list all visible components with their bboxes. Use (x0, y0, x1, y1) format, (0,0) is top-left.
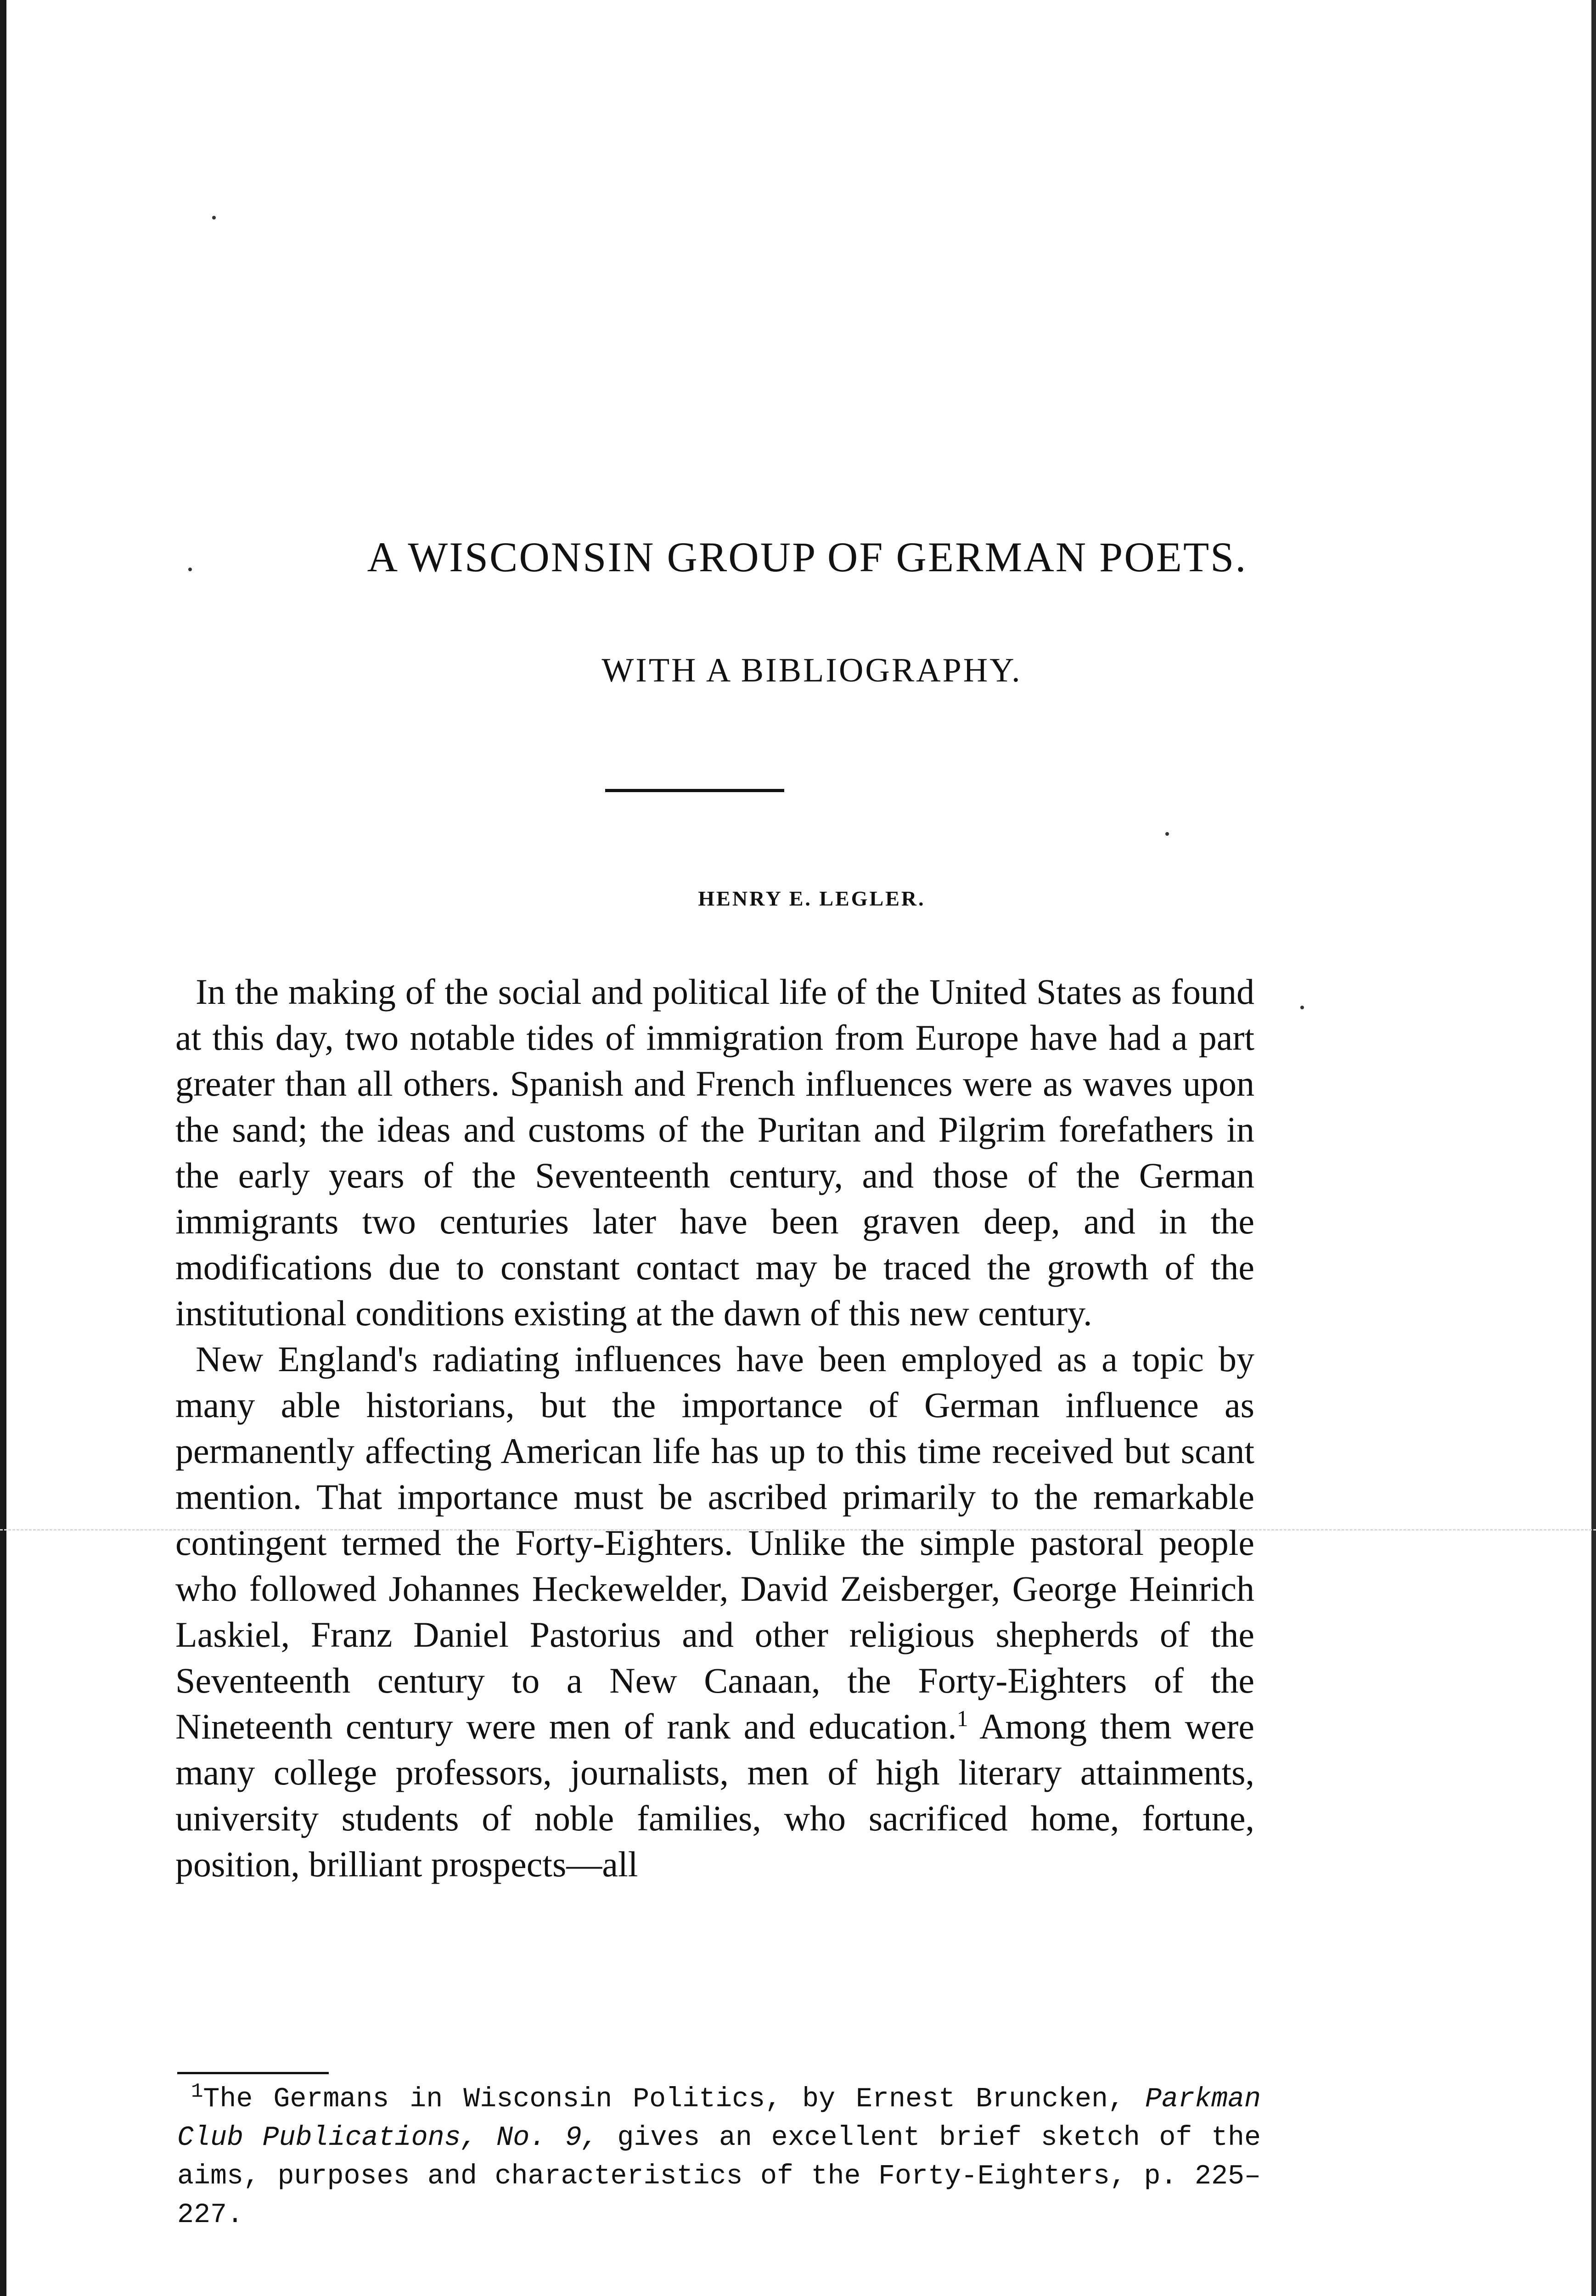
paragraph-2-continuation: Among them were many college professors, journalists, men of high literary attainments, university students of noble families, who sacrificed home, fortune, position, brilliant prospects—all (175, 1706, 1254, 1884)
footnote-reference: 1 (956, 1705, 968, 1731)
article-subtitle: WITH A BIBLIOGRAPHY. (601, 652, 1022, 689)
author-byline: HENRY E. LEGLER. (698, 887, 926, 910)
footnote-text-before: The Germans in Wisconsin Politics, by Ernest Bruncken, (203, 2084, 1145, 2115)
scan-edge-right (1591, 0, 1596, 2296)
paragraph-2 (175, 1336, 1254, 1887)
title-divider (605, 789, 784, 792)
footnote-publication: Parkman Club Publications, No. 9, (177, 2084, 1261, 2154)
article-body (175, 969, 1254, 1887)
article-title: A WISCONSIN GROUP OF GERMAN POETS. (367, 534, 1248, 580)
paragraph-1: In the making of the social and political life of the United States as found at this day, two notable tides of immigration from Europe have had a part greater than all others. Spanish and French influences were as waves upon the sand; the ideas and customs of the Puritan and Pilgrim forefathers in the early years of the Seventeenth century, and those of the German immigrants two centuries later have been graven deep, and in the modifications due to constant contact may be traced the growth of the institutional conditions existing at the dawn of this new century. (175, 972, 1254, 1333)
scan-speck (1300, 1006, 1304, 1009)
scan-speck (212, 216, 216, 219)
footnote-divider (177, 2072, 329, 2074)
footnote-marker: 1 (191, 2080, 203, 2103)
scan-edge-left (0, 0, 6, 2296)
scan-speck (1165, 832, 1169, 836)
footnote-text-after: gives an excellent brief sketch of the aims, purposes and characteristics of the Forty-Eighters, p. 225–227. (177, 2122, 1261, 2231)
footnote (177, 2080, 1261, 2234)
paragraph-2-text: New England's radiating influences have been employed as a topic by many able historians, but the importance of German influence as permanently affecting American life has up to this time received but scant mention. That importance must be ascribed primarily to the remarkable contingent termed the Forty-Eighters. Unlike the simple pastoral people who followed Johannes Heckewelder, David Zeisberger, George Heinrich Laskiel, Franz Daniel Pastorius and other religious shepherds of the Seventeenth century to a New Canaan, the Forty-Eighters of the Nineteenth century were men of rank and education. (175, 1339, 1254, 1746)
